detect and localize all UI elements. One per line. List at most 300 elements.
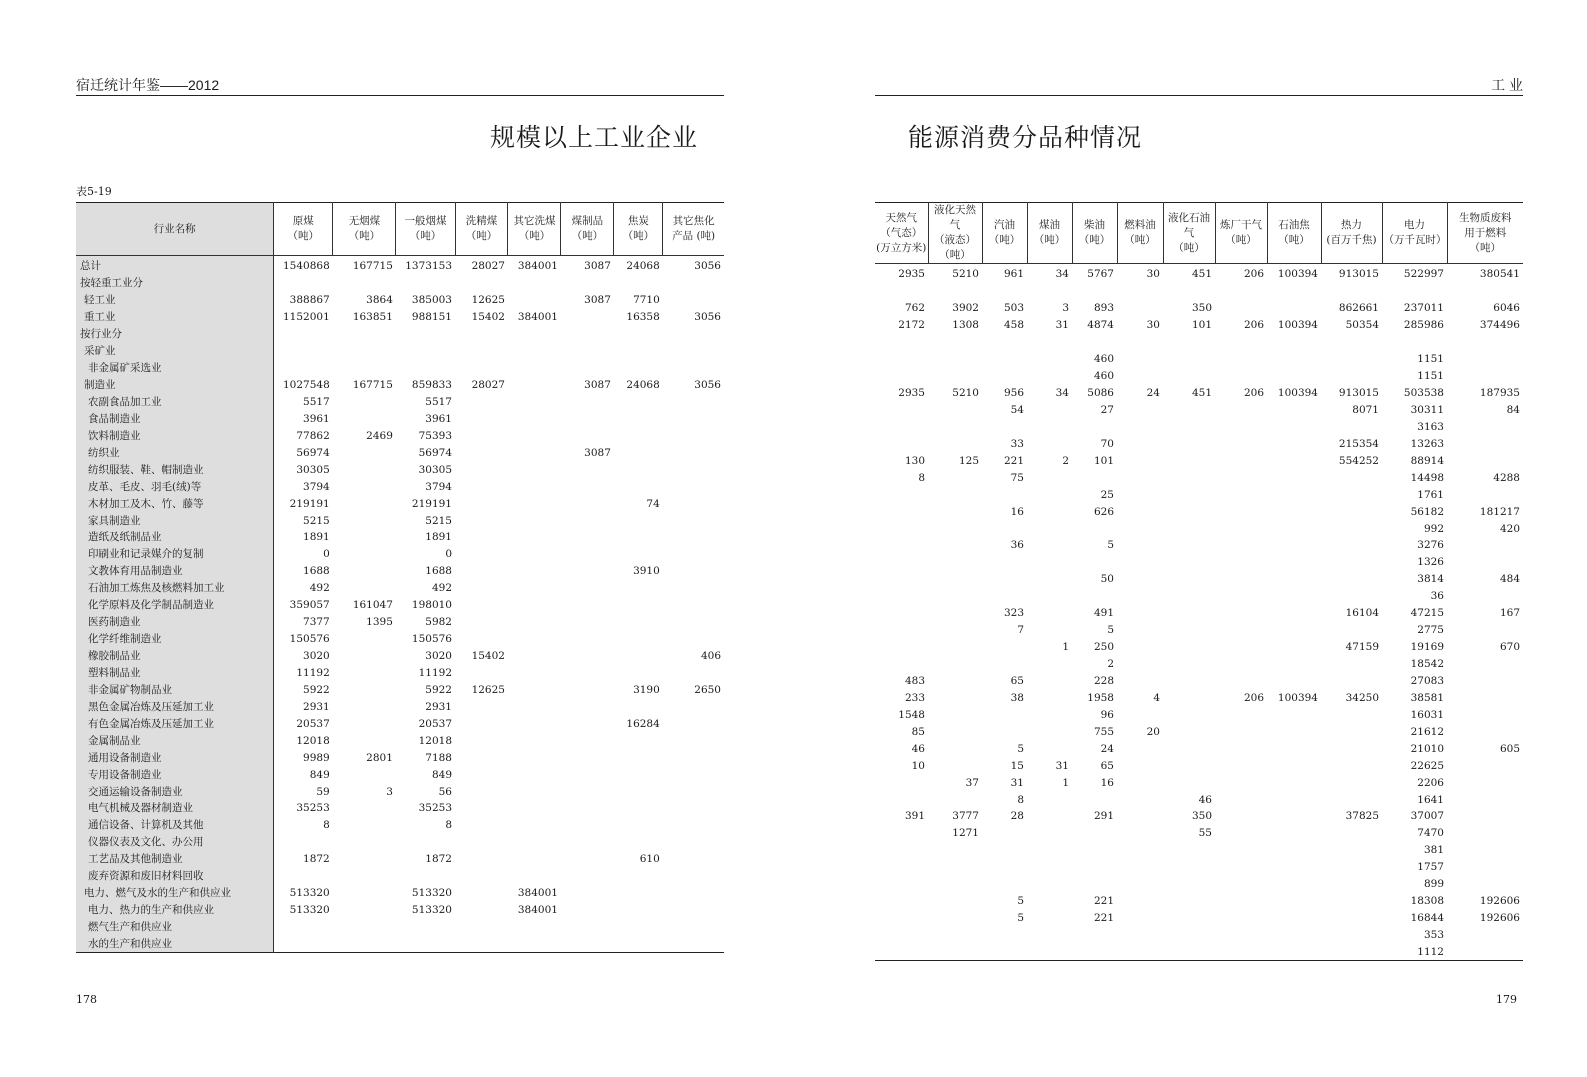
table-cell: 5922 bbox=[303, 683, 330, 696]
table-cell bbox=[614, 783, 663, 800]
table-cell bbox=[1163, 859, 1215, 876]
table-cell bbox=[333, 868, 396, 885]
table-cell bbox=[455, 580, 508, 597]
table-row bbox=[76, 377, 724, 394]
table-cell: 3902 bbox=[952, 302, 979, 315]
table-cell bbox=[1117, 910, 1163, 927]
table-cell bbox=[455, 919, 508, 936]
table-cell bbox=[928, 588, 982, 605]
table-cell bbox=[561, 732, 614, 749]
table-cell bbox=[333, 512, 396, 529]
table-cell bbox=[561, 648, 614, 665]
table-cell bbox=[1267, 334, 1321, 351]
table-row bbox=[875, 774, 1523, 791]
column-header bbox=[1267, 203, 1321, 264]
table-cell: 849 bbox=[309, 768, 330, 781]
column-header-name: 原煤 bbox=[292, 215, 314, 227]
table-cell bbox=[1117, 876, 1163, 893]
industry-name: 木材加工及木、竹、藤等 bbox=[76, 495, 274, 512]
table-cell bbox=[1215, 351, 1267, 368]
table-cell bbox=[1072, 927, 1117, 944]
table-cell bbox=[561, 275, 614, 292]
table-cell bbox=[508, 597, 561, 614]
table-cell bbox=[1267, 893, 1321, 910]
table-cell bbox=[508, 326, 561, 343]
table-row bbox=[875, 673, 1523, 690]
table-cell bbox=[1267, 435, 1321, 452]
table-cell bbox=[1321, 554, 1382, 571]
table-cell: 0 bbox=[445, 548, 452, 561]
industry-name: 农副食品加工业 bbox=[76, 394, 274, 411]
table-row bbox=[76, 256, 724, 275]
table-cell bbox=[1215, 402, 1267, 419]
table-row bbox=[875, 385, 1523, 402]
table-cell: 28027 bbox=[471, 260, 505, 273]
table-cell: 503 bbox=[1003, 302, 1024, 315]
column-header-name: 汽油 bbox=[994, 219, 1015, 231]
table-cell bbox=[561, 766, 614, 783]
table-cell: 125 bbox=[958, 454, 979, 467]
table-cell: 167715 bbox=[352, 379, 393, 392]
table-cell bbox=[333, 394, 396, 411]
table-cell: 34250 bbox=[1345, 691, 1379, 704]
table-cell: 385003 bbox=[411, 294, 452, 307]
table-cell bbox=[982, 656, 1027, 673]
table-cell bbox=[928, 876, 982, 893]
table-cell bbox=[1117, 791, 1163, 808]
table-cell: 84 bbox=[1506, 403, 1520, 416]
table-cell bbox=[1321, 774, 1382, 791]
table-cell bbox=[1072, 791, 1117, 808]
table-cell bbox=[1267, 622, 1321, 639]
table-cell: 20537 bbox=[296, 717, 330, 730]
table-cell bbox=[1117, 944, 1163, 961]
table-cell bbox=[455, 885, 508, 902]
table-cell bbox=[333, 698, 396, 715]
table-cell: 451 bbox=[1191, 387, 1212, 400]
table-cell bbox=[1027, 503, 1072, 520]
table-cell: 9989 bbox=[303, 751, 330, 764]
table-cell bbox=[982, 706, 1027, 723]
table-cell: 1891 bbox=[303, 531, 330, 544]
table-cell bbox=[982, 351, 1027, 368]
column-header-name: 一般烟煤 bbox=[404, 215, 447, 227]
table-cell bbox=[1321, 944, 1382, 961]
table-cell bbox=[928, 910, 982, 927]
table-cell bbox=[333, 817, 396, 834]
table-cell bbox=[663, 919, 724, 936]
table-cell: 130 bbox=[904, 454, 925, 467]
industry-name: 橡胶制品业 bbox=[76, 648, 274, 665]
table-cell bbox=[1072, 469, 1117, 486]
table-cell bbox=[614, 546, 663, 563]
table-cell: 3056 bbox=[694, 260, 721, 273]
table-cell: 4874 bbox=[1087, 319, 1114, 332]
table-cell bbox=[1163, 689, 1215, 706]
table-row bbox=[875, 283, 1523, 300]
table-row bbox=[875, 842, 1523, 859]
table-cell bbox=[875, 639, 928, 656]
table-cell bbox=[561, 885, 614, 902]
table-cell: 75 bbox=[1010, 471, 1024, 484]
table-cell bbox=[396, 326, 455, 343]
table-cell bbox=[455, 597, 508, 614]
table-cell bbox=[1027, 283, 1072, 300]
column-header-name: 焦炭 bbox=[627, 215, 649, 227]
table-cell: 420 bbox=[1499, 522, 1520, 535]
table-cell: 8 bbox=[445, 819, 452, 832]
table-cell bbox=[333, 478, 396, 495]
table-cell: 7188 bbox=[425, 751, 452, 764]
table-cell bbox=[1215, 893, 1267, 910]
table-cell bbox=[1321, 876, 1382, 893]
table-cell bbox=[1215, 859, 1267, 876]
table-cell bbox=[928, 351, 982, 368]
table-row bbox=[76, 902, 724, 919]
column-header bbox=[1321, 203, 1382, 264]
table-cell bbox=[1117, 469, 1163, 486]
table-cell bbox=[1215, 656, 1267, 673]
table-cell: 5517 bbox=[303, 395, 330, 408]
table-cell bbox=[1163, 927, 1215, 944]
table-cell: 18542 bbox=[1410, 658, 1444, 671]
table-cell bbox=[455, 698, 508, 715]
table-cell bbox=[1027, 825, 1072, 842]
table-cell bbox=[561, 681, 614, 698]
table-cell: 31 bbox=[1055, 759, 1069, 772]
table-cell bbox=[1117, 486, 1163, 503]
table-cell bbox=[1267, 656, 1321, 673]
table-cell: 3276 bbox=[1417, 539, 1444, 552]
table-cell: 503538 bbox=[1403, 387, 1444, 400]
table-row bbox=[875, 622, 1523, 639]
table-cell: 2935 bbox=[898, 268, 925, 281]
table-row bbox=[76, 834, 724, 851]
table-cell bbox=[333, 681, 396, 698]
table-cell bbox=[1163, 503, 1215, 520]
table-cell: 2931 bbox=[303, 700, 330, 713]
table-row bbox=[875, 554, 1523, 571]
table-cell bbox=[333, 360, 396, 377]
column-header bbox=[614, 203, 663, 256]
table-row bbox=[76, 495, 724, 512]
table-cell: 626 bbox=[1093, 505, 1114, 518]
table-row bbox=[76, 597, 724, 614]
table-cell bbox=[663, 614, 724, 631]
table-cell: 167715 bbox=[352, 260, 393, 273]
table-cell bbox=[1027, 486, 1072, 503]
table-cell: 762 bbox=[904, 302, 925, 315]
table-cell bbox=[1321, 706, 1382, 723]
table-cell bbox=[875, 537, 928, 554]
table-cell: 7710 bbox=[633, 294, 660, 307]
table-cell: 19169 bbox=[1410, 641, 1444, 654]
table-cell bbox=[455, 326, 508, 343]
table-row bbox=[76, 563, 724, 580]
table-cell: 221 bbox=[1093, 895, 1114, 908]
table-cell: 913015 bbox=[1338, 387, 1379, 400]
table-cell bbox=[1072, 334, 1117, 351]
table-cell: 12018 bbox=[296, 734, 330, 747]
table-cell bbox=[1215, 537, 1267, 554]
industry-name: 电气机械及器材制造业 bbox=[76, 800, 274, 817]
table-cell bbox=[614, 597, 663, 614]
table-cell bbox=[663, 851, 724, 868]
table-cell bbox=[1027, 554, 1072, 571]
column-header bbox=[1027, 203, 1072, 264]
table-cell bbox=[663, 461, 724, 478]
table-cell: 35253 bbox=[296, 802, 330, 815]
table-cell bbox=[1117, 639, 1163, 656]
table-cell bbox=[1163, 757, 1215, 774]
table-row bbox=[875, 791, 1523, 808]
table-cell bbox=[928, 554, 982, 571]
table-cell bbox=[1267, 842, 1321, 859]
table-cell bbox=[1215, 503, 1267, 520]
table-cell bbox=[1447, 368, 1523, 385]
table-cell bbox=[1027, 656, 1072, 673]
table-cell: 3056 bbox=[694, 311, 721, 324]
table-cell bbox=[1215, 927, 1267, 944]
table-cell: 219191 bbox=[411, 497, 452, 510]
table-cell bbox=[1267, 859, 1321, 876]
table-cell bbox=[1117, 300, 1163, 317]
table-cell: 2 bbox=[1062, 454, 1069, 467]
table-cell: 33 bbox=[1010, 437, 1024, 450]
table-cell: 16031 bbox=[1410, 708, 1444, 721]
table-cell bbox=[1321, 791, 1382, 808]
table-cell: 3020 bbox=[303, 650, 330, 663]
table-cell: 380541 bbox=[1479, 268, 1520, 281]
table-cell: 11192 bbox=[296, 666, 330, 679]
table-number: 表5-19 bbox=[76, 185, 112, 198]
column-header-name: 洗精煤 bbox=[465, 215, 498, 227]
table-cell bbox=[561, 715, 614, 732]
table-cell bbox=[333, 936, 396, 953]
table-cell bbox=[508, 732, 561, 749]
table-cell bbox=[1117, 554, 1163, 571]
table-cell bbox=[614, 478, 663, 495]
table-cell bbox=[663, 529, 724, 546]
table-cell bbox=[274, 834, 333, 851]
table-cell bbox=[1163, 537, 1215, 554]
table-cell: 2206 bbox=[1417, 776, 1444, 789]
table-cell: 3 bbox=[386, 785, 393, 798]
table-cell bbox=[1117, 452, 1163, 469]
table-cell bbox=[1447, 876, 1523, 893]
table-row bbox=[76, 394, 724, 411]
table-row bbox=[76, 580, 724, 597]
table-cell bbox=[508, 580, 561, 597]
table-cell bbox=[1215, 283, 1267, 300]
table-cell bbox=[1117, 842, 1163, 859]
table-cell: 27083 bbox=[1410, 674, 1444, 687]
table-cell bbox=[928, 842, 982, 859]
table-cell bbox=[1215, 605, 1267, 622]
table-cell: 192606 bbox=[1479, 895, 1520, 908]
table-cell bbox=[1447, 537, 1523, 554]
table-cell bbox=[1072, 859, 1117, 876]
table-cell bbox=[614, 326, 663, 343]
table-cell bbox=[561, 343, 614, 360]
left-table-body bbox=[76, 256, 724, 953]
table-cell bbox=[1447, 283, 1523, 300]
table-cell: 1872 bbox=[303, 853, 330, 866]
table-cell: 1 bbox=[1062, 776, 1069, 789]
table-cell bbox=[928, 791, 982, 808]
table-cell: 221 bbox=[1003, 454, 1024, 467]
table-cell bbox=[614, 360, 663, 377]
table-cell bbox=[663, 749, 724, 766]
table-cell: 492 bbox=[309, 582, 330, 595]
table-cell bbox=[333, 885, 396, 902]
industry-name: 轻工业 bbox=[76, 292, 274, 309]
table-cell bbox=[1215, 435, 1267, 452]
table-cell: 956 bbox=[1003, 387, 1024, 400]
table-cell bbox=[614, 665, 663, 682]
table-cell: 3087 bbox=[584, 379, 611, 392]
table-cell bbox=[1117, 334, 1163, 351]
industry-name: 化学纤维制造业 bbox=[76, 631, 274, 648]
table-cell bbox=[1072, 283, 1117, 300]
table-cell bbox=[1163, 622, 1215, 639]
table-cell bbox=[1267, 520, 1321, 537]
table-cell: 88914 bbox=[1410, 454, 1444, 467]
table-cell bbox=[508, 919, 561, 936]
table-cell: 206 bbox=[1243, 268, 1264, 281]
table-cell bbox=[1163, 588, 1215, 605]
table-cell bbox=[1215, 554, 1267, 571]
table-cell bbox=[1447, 334, 1523, 351]
table-cell: 56182 bbox=[1410, 505, 1444, 518]
table-cell bbox=[1267, 368, 1321, 385]
table-cell bbox=[1321, 825, 1382, 842]
page-title-right-part: 能源消费分品种情况 bbox=[908, 123, 1143, 152]
table-cell bbox=[396, 936, 455, 953]
table-cell bbox=[508, 631, 561, 648]
table-cell: 15402 bbox=[471, 311, 505, 324]
table-cell bbox=[333, 529, 396, 546]
table-cell bbox=[455, 478, 508, 495]
table-row bbox=[875, 588, 1523, 605]
table-cell: 30 bbox=[1146, 268, 1160, 281]
column-header bbox=[1072, 203, 1117, 264]
table-cell bbox=[614, 749, 663, 766]
table-cell bbox=[982, 571, 1027, 588]
table-cell: 75393 bbox=[418, 429, 452, 442]
table-cell bbox=[1321, 757, 1382, 774]
table-cell: 100394 bbox=[1277, 268, 1318, 281]
table-cell: 406 bbox=[700, 650, 721, 663]
table-cell bbox=[875, 910, 928, 927]
table-row bbox=[76, 715, 724, 732]
right-table-body bbox=[875, 264, 1523, 961]
industry-name: 纺织服装、鞋、帽制造业 bbox=[76, 461, 274, 478]
table-cell bbox=[561, 902, 614, 919]
table-cell bbox=[1267, 300, 1321, 317]
industry-name: 黑色金属冶炼及压延加工业 bbox=[76, 698, 274, 715]
column-header bbox=[875, 203, 928, 264]
table-cell bbox=[274, 936, 333, 953]
table-cell bbox=[455, 529, 508, 546]
table-cell bbox=[333, 648, 396, 665]
page-title-left-part: 规模以上工业企业 bbox=[489, 123, 698, 152]
table-cell: 381 bbox=[1423, 844, 1444, 857]
table-cell: 285986 bbox=[1403, 319, 1444, 332]
table-cell bbox=[663, 427, 724, 444]
table-cell bbox=[1215, 808, 1267, 825]
table-cell bbox=[614, 885, 663, 902]
table-row bbox=[76, 698, 724, 715]
table-cell: 1688 bbox=[425, 565, 452, 578]
industry-name: 金属制品业 bbox=[76, 732, 274, 749]
table-cell: 24068 bbox=[626, 379, 660, 392]
column-header-unit: （吨） bbox=[1225, 234, 1257, 246]
table-cell bbox=[1163, 605, 1215, 622]
column-header-name: 无烟煤 bbox=[348, 215, 381, 227]
table-cell bbox=[982, 944, 1027, 961]
table-cell bbox=[1117, 571, 1163, 588]
table-cell: 37007 bbox=[1410, 810, 1444, 823]
table-cell: 862661 bbox=[1338, 302, 1379, 315]
table-cell bbox=[1027, 351, 1072, 368]
table-cell: 30305 bbox=[418, 463, 452, 476]
table-cell: 1151 bbox=[1417, 353, 1444, 366]
left-page bbox=[0, 0, 793, 1077]
table-row bbox=[875, 910, 1523, 927]
table-cell bbox=[1117, 351, 1163, 368]
table-cell bbox=[455, 665, 508, 682]
table-cell bbox=[508, 681, 561, 698]
table-cell: 513320 bbox=[411, 887, 452, 900]
table-cell bbox=[928, 706, 982, 723]
table-cell: 36 bbox=[1010, 539, 1024, 552]
table-cell bbox=[875, 791, 928, 808]
column-header-unit: （吨） bbox=[988, 234, 1021, 246]
table-cell bbox=[614, 732, 663, 749]
table-cell bbox=[1447, 842, 1523, 859]
table-row bbox=[76, 478, 724, 495]
table-cell bbox=[982, 859, 1027, 876]
table-cell bbox=[928, 503, 982, 520]
table-cell: 3794 bbox=[425, 480, 452, 493]
table-cell bbox=[455, 563, 508, 580]
table-cell bbox=[614, 461, 663, 478]
table-cell bbox=[1163, 673, 1215, 690]
table-cell: 8 bbox=[1017, 793, 1024, 806]
table-cell bbox=[508, 648, 561, 665]
table-cell bbox=[1117, 656, 1163, 673]
table-cell: 192606 bbox=[1479, 912, 1520, 925]
table-cell bbox=[1117, 893, 1163, 910]
industry-name: 非金属矿物制品业 bbox=[76, 681, 274, 698]
table-cell bbox=[1117, 774, 1163, 791]
table-row bbox=[76, 631, 724, 648]
table-cell bbox=[1267, 571, 1321, 588]
table-cell bbox=[663, 360, 724, 377]
table-cell bbox=[614, 800, 663, 817]
table-cell: 16284 bbox=[626, 717, 660, 730]
column-header bbox=[508, 203, 561, 256]
table-cell bbox=[508, 546, 561, 563]
table-cell bbox=[614, 394, 663, 411]
table-cell bbox=[455, 936, 508, 953]
table-cell: 24 bbox=[1100, 742, 1114, 755]
table-cell: 1395 bbox=[366, 616, 393, 629]
table-cell bbox=[455, 546, 508, 563]
table-row bbox=[76, 681, 724, 698]
table-cell bbox=[333, 444, 396, 461]
